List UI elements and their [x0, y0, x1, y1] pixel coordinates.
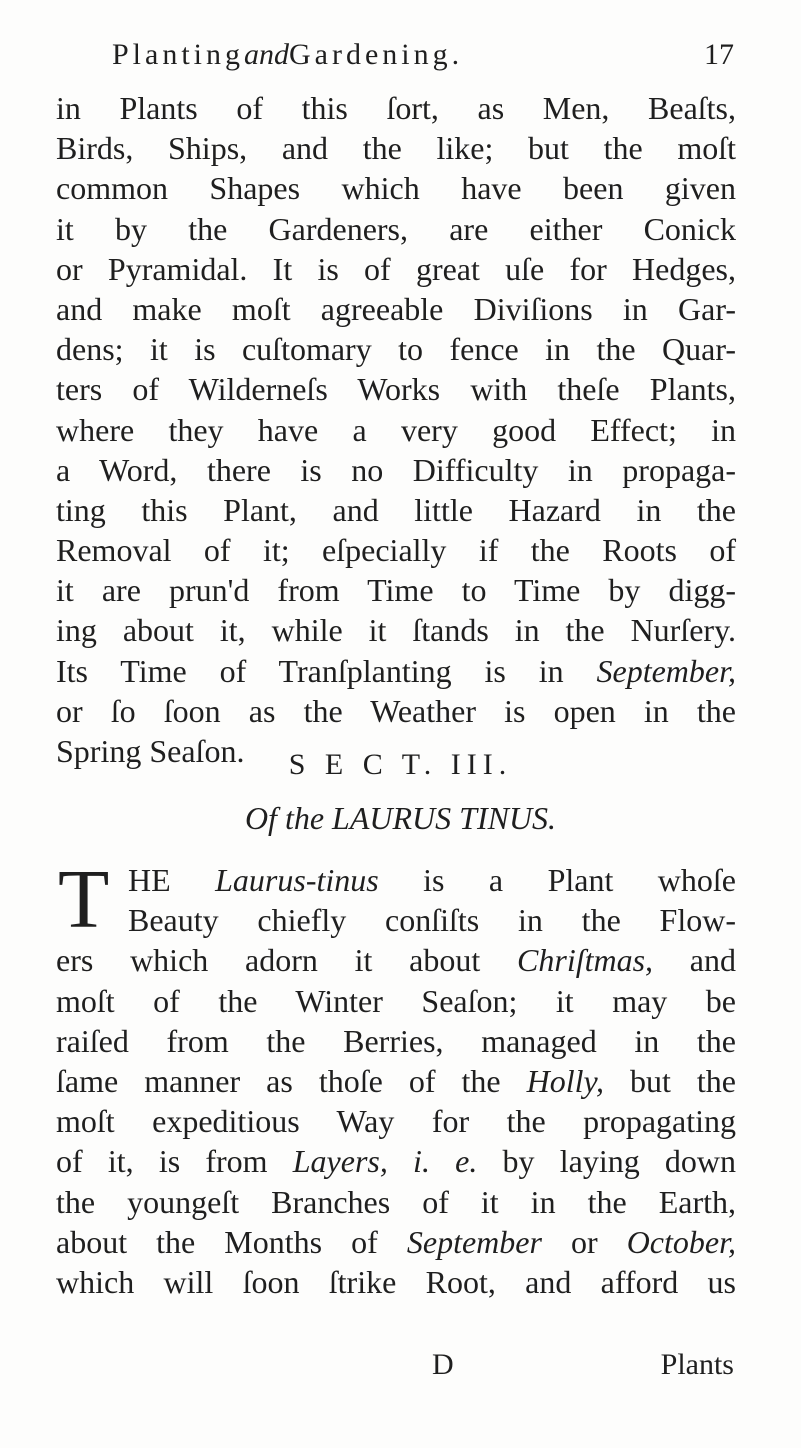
text-line	[56, 1061, 736, 1101]
text-line: in Plants of this ſort, as Men, Beaſts,	[56, 90, 736, 126]
signature-mark: D	[432, 1348, 454, 1381]
text-line: dens; it is cuſtomary to fence in the Quar-	[56, 331, 736, 368]
text-line: which will ſoon ſtrike Root, and afford us	[56, 1263, 736, 1300]
text-line: or ſo ſoon as the Weather is open in the	[56, 692, 736, 729]
text-line: moſt expeditious Way for the propagating	[56, 1103, 736, 1140]
text-line: where they have a very good Effect; in	[56, 411, 736, 448]
plant-name-heading: LAURUS TINUS.	[332, 800, 557, 836]
text-line: ters of Wilderneſs Works with theſe Plants,	[56, 371, 736, 408]
text-segment: of it, is from	[56, 1143, 293, 1180]
text-segment: Its Time of Tranſplanting is in	[56, 652, 597, 689]
text-line	[56, 651, 736, 691]
text-line: ing about it, while it ſtands in the Nurſery.	[56, 612, 736, 649]
text-segment: and	[653, 942, 737, 979]
text-line: it are prun'd from Time to Time by digg-	[56, 572, 736, 609]
page-footer	[112, 1348, 734, 1388]
layers: Layers,	[292, 1143, 388, 1180]
text-line: Removal of it; eſpecially if the Roots of	[56, 532, 736, 569]
text-line	[56, 940, 736, 980]
running-title	[112, 38, 463, 72]
text-line: a Word, there is no Difficulty in propaga-	[56, 451, 736, 488]
running-title-part1: Planting	[112, 38, 245, 71]
text-segment: ſame manner as thoſe of the	[56, 1062, 527, 1099]
running-header	[112, 38, 734, 82]
section-heading: S E C T. III.	[288, 748, 513, 781]
subheading-prefix: Of the	[244, 800, 333, 836]
christmas: Chriſtmas,	[517, 942, 654, 979]
paragraph-continued	[56, 88, 736, 771]
catchword: Plants	[660, 1348, 734, 1381]
text-line: Birds, Ships, and the like; but the moſt	[56, 130, 736, 167]
section-subheading	[0, 800, 801, 837]
text-line: common Shapes which have been given	[56, 170, 736, 207]
month-september: September	[406, 1223, 542, 1260]
id-est: i. e.	[387, 1143, 478, 1180]
page-number: 17	[704, 38, 734, 71]
text-segment: is a Plant whoſe	[378, 862, 737, 898]
text-line: it by the Gardeners, are either Conick	[56, 210, 736, 247]
text-line	[56, 1141, 736, 1181]
running-title-and: and	[244, 38, 290, 71]
text-line: or Pyramidal. It is of great uſe for Hedges,	[56, 250, 736, 287]
text-segment: or	[541, 1223, 627, 1260]
text-line: Beauty chiefly conſiſts in the Flow-	[128, 902, 736, 939]
month-september: September,	[596, 652, 736, 689]
text-segment: by laying down	[477, 1143, 737, 1180]
text-line: the youngeſt Branches of it in the Earth,	[56, 1183, 736, 1220]
text-line: and make moſt agreeable Diviſions in Gar-	[56, 290, 736, 327]
drop-cap: T	[58, 853, 110, 946]
text-segment: HE	[128, 862, 216, 898]
text-segment: about the Months of	[56, 1223, 407, 1260]
text-segment: ers which adorn it about	[56, 942, 518, 979]
text-line	[56, 1222, 736, 1262]
paragraph-laurus-tinus	[56, 853, 737, 1302]
month-october: October,	[626, 1223, 736, 1260]
text-line: moſt of the Winter Seaſon; it may be	[56, 982, 736, 1019]
running-title-part2: Gardening.	[289, 38, 464, 71]
text-line: raiſed from the Berries, managed in the	[56, 1022, 736, 1059]
text-segment: but the	[603, 1062, 737, 1099]
text-line: Spring Seaſon.	[56, 733, 245, 769]
text-line	[56, 860, 736, 900]
text-line: ting this Plant, and little Hazard in the	[56, 491, 736, 528]
holly: Holly,	[526, 1062, 604, 1099]
plant-name: Laurus-tinus	[215, 862, 379, 898]
